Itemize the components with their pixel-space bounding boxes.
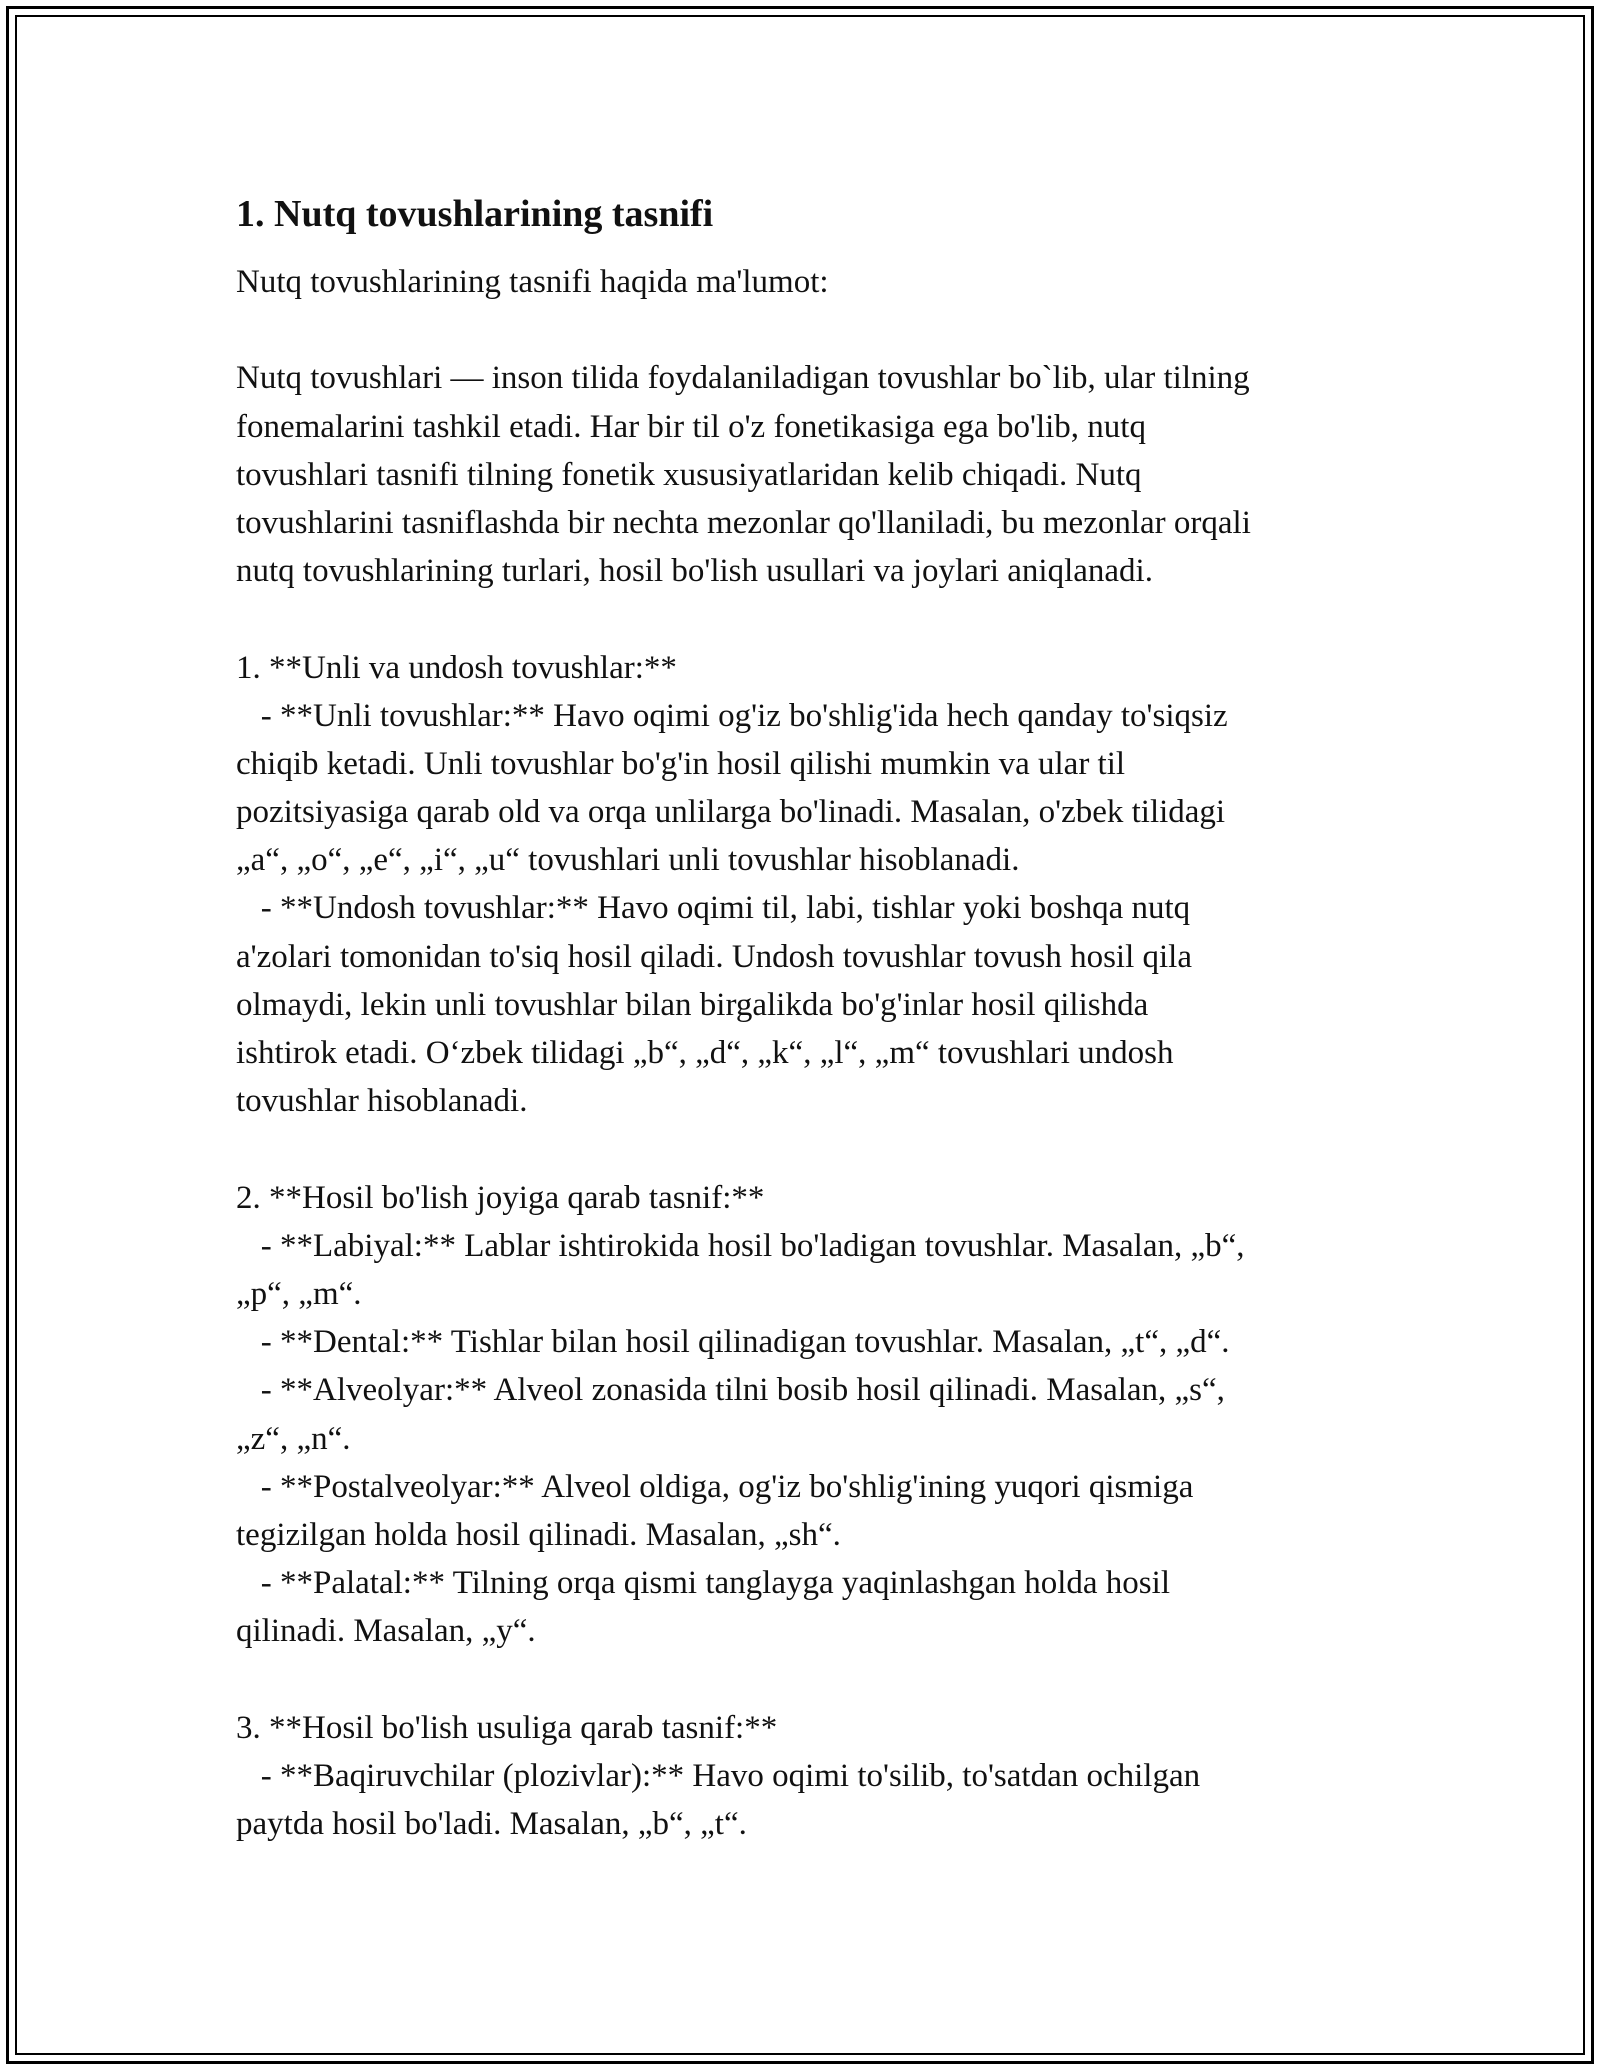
blank-line: [236, 1655, 1376, 1703]
blank-line: [236, 595, 1376, 643]
text-line: tovushlar hisoblanadi.: [236, 1083, 528, 1120]
text-line: „a“, „o“, „e“, „i“, „u“ tovushlari unli tovushlar hisoblanadi.: [236, 842, 1020, 879]
text-line: - **Labiyal:** Lablar ishtirokida hosil bo'ladigan tovushlar. Masalan, „b“,: [236, 1227, 1245, 1264]
document-title: 1. Nutq tovushlarining tasnifi: [236, 193, 714, 235]
text-line: tovushlarini tasniflashda bir nechta mezonlar qo'llaniladi, bu mezonlar orqali: [236, 504, 1251, 541]
text-line: - **Dental:** Tishlar bilan hosil qilinadigan tovushlar. Masalan, „t“, „d“.: [236, 1324, 1230, 1361]
text-line: „z“, „n“.: [236, 1420, 351, 1457]
text-line: „p“, „m“.: [236, 1275, 362, 1312]
text-line: qilinadi. Masalan, „y“.: [236, 1613, 536, 1650]
text-line: Nutq tovushlari — inson tilida foydalaniladigan tovushlar bo`lib, ular tilning: [236, 360, 1250, 397]
text-line: Nutq tovushlarining tasnifi haqida ma'lumot:: [236, 264, 829, 300]
text-line: - **Undosh tovushlar:** Havo oqimi til, labi, tishlar yoki boshqa nutq: [236, 890, 1191, 927]
text-line: - **Postalveolyar:** Alveol oldiga, og'iz bo'shlig'ining yuqori qismiga: [236, 1468, 1194, 1505]
text-line: 3. **Hosil bo'lish usuliga qarab tasnif:**: [236, 1709, 778, 1746]
text-line: 1. **Unli va undosh tovushlar:**: [236, 649, 677, 686]
text-line: chiqib ketadi. Unli tovushlar bo'g'in hosil qilishi mumkin va ular til: [236, 745, 1126, 782]
document-body: [236, 190, 1376, 1848]
text-line: ishtirok etadi. O‘zbek tilidagi „b“, „d“, „k“, „l“, „m“ tovushlari undosh: [236, 1035, 1174, 1071]
text-line: pozitsiyasiga qarab old va orqa unlilarga bo'linadi. Masalan, o'zbek tilidagi: [236, 794, 1226, 831]
text-line: tegizilgan holda hosil qilinadi. Masalan, „sh“.: [236, 1516, 841, 1553]
text-line: nutq tovushlarining turlari, hosil bo'lish usullari va joylari aniqlanadi.: [236, 553, 1153, 590]
text-line: - **Alveolyar:** Alveol zonasida tilni bosib hosil qilinadi. Masalan, „s“,: [236, 1372, 1225, 1409]
text-line: tovushlari tasnifi tilning fonetik xususiyatlaridan kelib chiqadi. Nutq: [236, 456, 1142, 493]
text-line: - **Baqiruvchilar (plozivlar):** Havo oqimi to'silib, to'satdan ochilgan: [236, 1757, 1201, 1794]
text-line: a'zolari tomonidan to'siq hosil qiladi. Undosh tovushlar tovush hosil qila: [236, 938, 1192, 975]
blank-line: [236, 306, 1376, 354]
text-line: fonemalarini tashkil etadi. Har bir til o'z fonetikasiga ega bo'lib, nutq: [236, 408, 1146, 445]
text-line: olmaydi, lekin unli tovushlar bilan birgalikda bo'g'inlar hosil qilishda: [236, 986, 1149, 1023]
text-line: - **Unli tovushlar:** Havo oqimi og'iz bo'shlig'ida hech qanday to'siqsiz: [236, 697, 1228, 734]
text-line: paytda hosil bo'ladi. Masalan, „b“, „t“.: [236, 1806, 747, 1842]
text-line: 2. **Hosil bo'lish joyiga qarab tasnif:**: [236, 1179, 765, 1216]
text-line: - **Palatal:** Tilning orqa qismi tanglayga yaqinlashgan holda hosil: [236, 1565, 1170, 1602]
blank-line: [236, 1125, 1376, 1173]
document-text: [236, 258, 1376, 1848]
